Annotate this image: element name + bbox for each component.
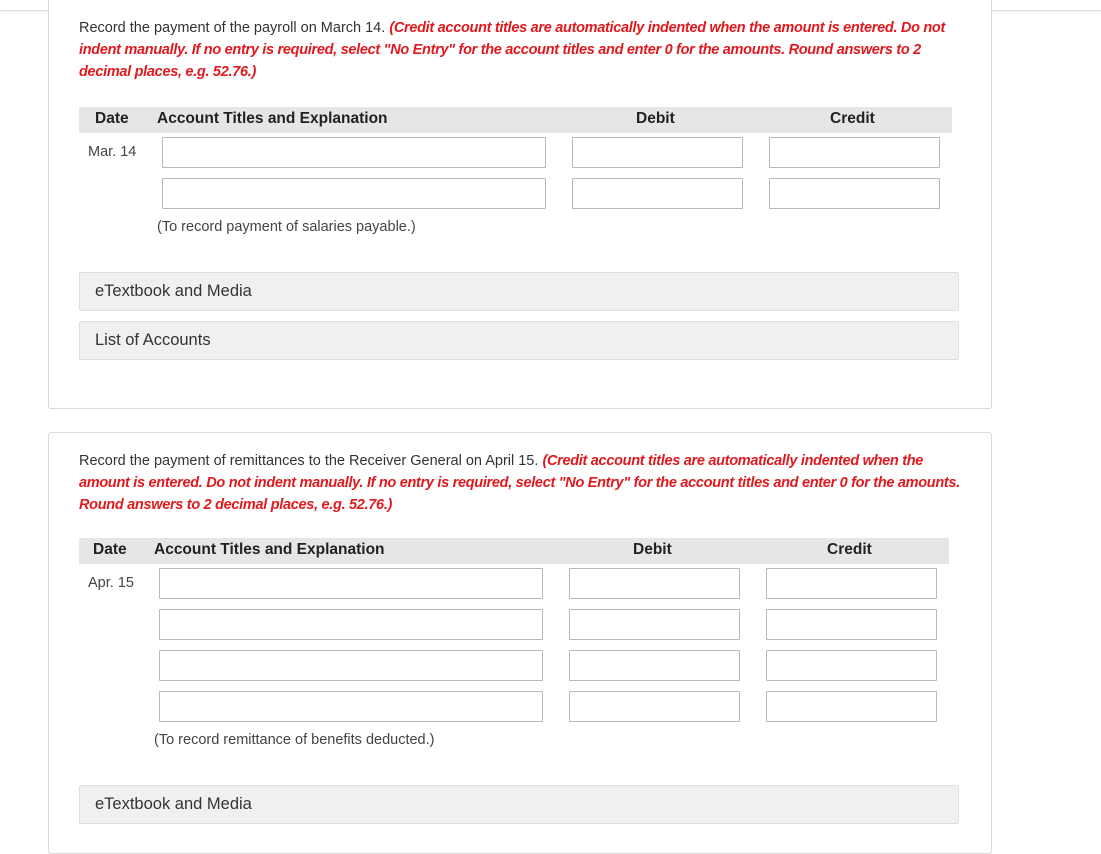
instruction-warning: (Credit account titles are automatically indented when the amount is entered. Do not indent manually. If no entry is required, select "No Entry" for the account titles and enter 0 for the amounts. Round answers to 2 decimal places, e.g. 52.76.)	[79, 453, 960, 513]
account-title-input[interactable]	[162, 178, 546, 209]
account-title-input[interactable]	[159, 691, 543, 722]
account-title-input[interactable]	[159, 568, 543, 599]
account-title-input[interactable]	[162, 137, 546, 168]
instruction-plain: Record the payment of the payroll on March 14.	[79, 20, 390, 36]
question-card-payroll	[48, 0, 992, 409]
instruction-plain: Record the payment of remittances to the Receiver General on April 15.	[79, 453, 543, 469]
debit-input[interactable]	[572, 178, 743, 209]
header-date: Date	[93, 541, 127, 558]
credit-input[interactable]	[766, 609, 937, 640]
header-account: Account Titles and Explanation	[154, 541, 385, 558]
entry-date: Apr. 15	[88, 575, 134, 591]
question-card-remittance	[48, 432, 992, 854]
table-header	[79, 107, 952, 133]
header-date: Date	[95, 110, 129, 127]
instruction-warning: (Credit account titles are automatically indented when the amount is entered. Do not indent manually. If no entry is required, select "No Entry" for the account titles and enter 0 for the amounts. Round answers to 2 decimal places, e.g. 52.76.)	[79, 20, 946, 80]
credit-input[interactable]	[769, 137, 940, 168]
entry-date: Mar. 14	[88, 144, 137, 160]
account-title-input[interactable]	[159, 650, 543, 681]
list-of-accounts-label: List of Accounts	[95, 331, 211, 349]
header-debit: Debit	[633, 541, 672, 558]
table-header	[79, 538, 949, 564]
credit-input[interactable]	[766, 650, 937, 681]
header-credit: Credit	[830, 110, 875, 127]
instruction-text	[79, 450, 964, 516]
etextbook-accordion[interactable]	[79, 272, 959, 311]
debit-input[interactable]	[572, 137, 743, 168]
credit-input[interactable]	[769, 178, 940, 209]
header-debit: Debit	[636, 110, 675, 127]
etextbook-label: eTextbook and Media	[95, 282, 252, 300]
debit-input[interactable]	[569, 650, 740, 681]
debit-input[interactable]	[569, 609, 740, 640]
header-credit: Credit	[827, 541, 872, 558]
account-title-input[interactable]	[159, 609, 543, 640]
entry-explanation: (To record payment of salaries payable.)	[157, 219, 416, 235]
instruction-text	[79, 17, 964, 83]
list-of-accounts-accordion[interactable]	[79, 321, 959, 360]
debit-input[interactable]	[569, 691, 740, 722]
entry-explanation: (To record remittance of benefits deducted.)	[154, 732, 435, 748]
credit-input[interactable]	[766, 691, 937, 722]
debit-input[interactable]	[569, 568, 740, 599]
header-account: Account Titles and Explanation	[157, 110, 388, 127]
etextbook-label: eTextbook and Media	[95, 795, 252, 813]
credit-input[interactable]	[766, 568, 937, 599]
